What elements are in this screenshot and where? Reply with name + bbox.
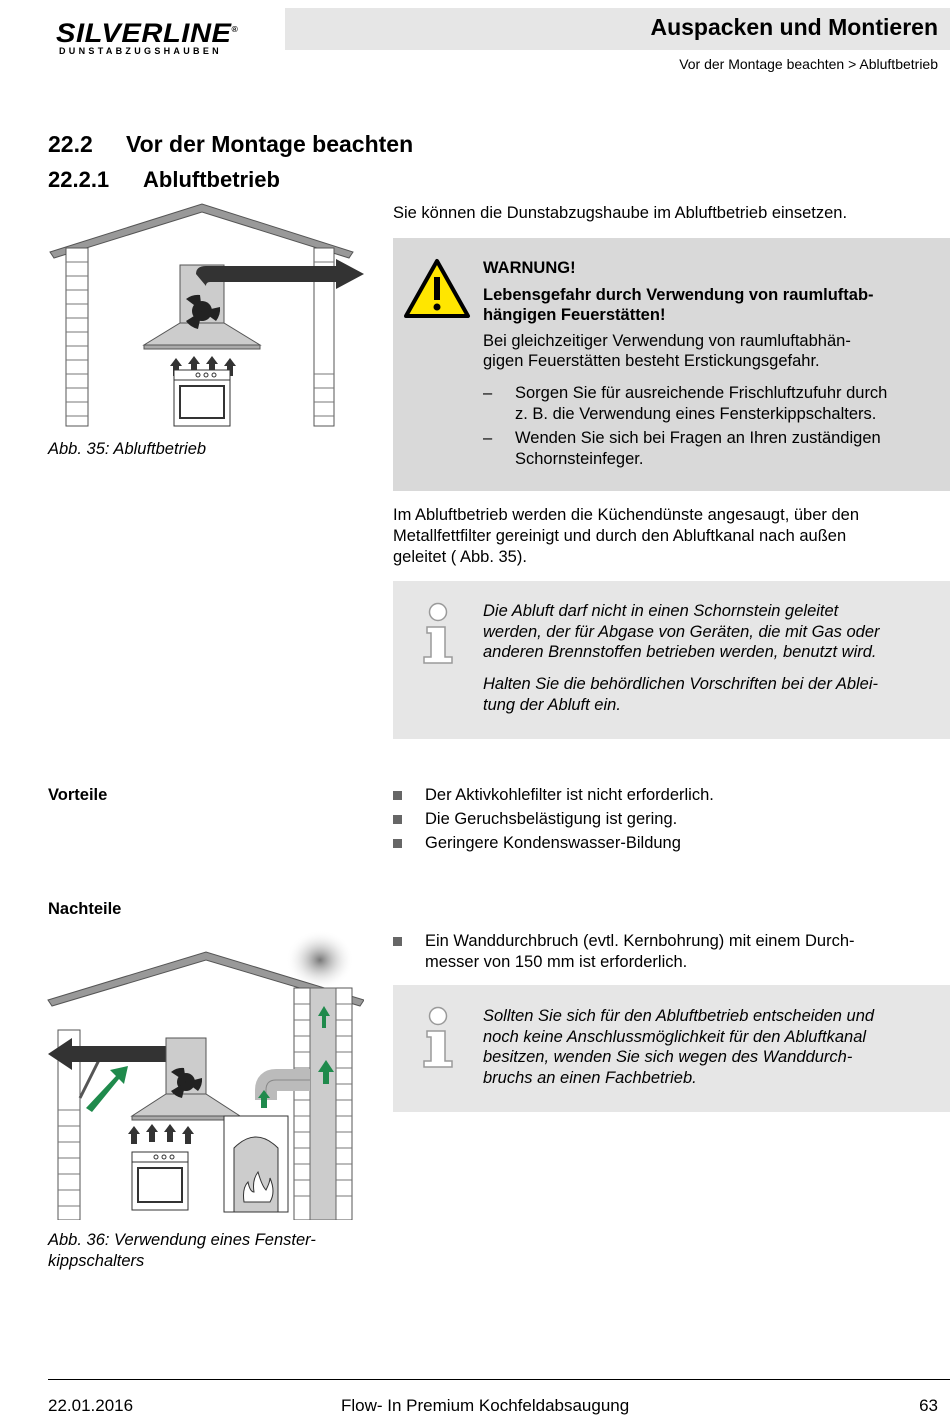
square-bullet — [393, 815, 402, 824]
stove — [174, 370, 230, 426]
note-line: Halten Sie die behördlichen Vorschriften bei der Ablei- — [483, 675, 879, 693]
list-item-text: Die Geruchsbelästigung ist gering. — [425, 810, 678, 828]
warning-item-line-1: Sorgen Sie für ausreichende Frischluftzufuhr durch — [515, 384, 888, 402]
note-paragraph-2 — [483, 674, 943, 715]
note-line: werden, der für Abgase von Geräten, die mit Gas oder — [483, 622, 880, 641]
warning-item-line-1: Wenden Sie sich bei Fragen an Ihren zuständigen — [515, 429, 881, 447]
paragraph-line-3: geleitet ( Abb. 35). — [393, 548, 527, 566]
steam-arrows — [128, 1124, 194, 1144]
info-note-box-2 — [393, 985, 950, 1112]
chapter-title: Auspacken und Montieren — [650, 14, 938, 40]
warning-triangle-icon — [403, 258, 471, 320]
warning-item-text — [515, 383, 945, 424]
left-brick-wall — [66, 248, 88, 426]
exhaust-arrow-left — [48, 1038, 186, 1070]
list-item-text — [425, 931, 945, 973]
note-line: tung der Abluft ein. — [483, 695, 621, 714]
square-bullet — [393, 791, 402, 800]
warning-heading-line-1: Lebensgefahr durch Verwendung von raumluftab- — [483, 286, 874, 304]
breadcrumb: Vor der Montage beachten > Abluftbetrieb — [679, 56, 938, 72]
paragraph-line-1: Im Abluftbetrieb werden die Küchendünste angesaugt, über den — [393, 506, 859, 524]
list-item-line-2: messer von 150 mm ist erforderlich. — [425, 953, 688, 971]
warning-list — [483, 383, 948, 473]
subsection-heading — [48, 167, 280, 193]
caption-line: Abb. 36: Verwendung eines Fenster- — [48, 1231, 316, 1249]
description-paragraph — [393, 505, 950, 568]
square-bullet — [393, 839, 402, 848]
warning-box — [393, 238, 950, 491]
section-heading — [48, 131, 413, 158]
page-number: 63 — [919, 1396, 938, 1415]
subsection-title: Abluftbetrieb — [143, 167, 280, 192]
note-2-text — [483, 1006, 943, 1088]
disadvantages-label: Nachteile — [48, 900, 122, 918]
stove — [132, 1152, 188, 1210]
caption-line: kippschalters — [48, 1252, 145, 1270]
paragraph-line-2: Metallfettfilter gereinigt und durch den Abluftkanal nach außen — [393, 527, 847, 545]
logo-subtitle: DUNSTABZUGSHAUBEN — [59, 46, 222, 56]
note-line: noch keine Anschlussmöglichkeit für den Abluftkanal — [483, 1027, 867, 1046]
dash-bullet: – — [483, 429, 493, 447]
warning-text-line-2: gigen Feuerstätten besteht Erstickungsgefahr. — [483, 352, 820, 370]
section-title: Vor der Montage beachten — [126, 131, 414, 157]
warning-heading-line-2: hängigen Feuerstätten! — [483, 306, 666, 324]
warning-item-line-2: z. B. die Verwendung eines Fensterkippschalters. — [515, 404, 877, 423]
note-line: Die Abluft darf nicht in einen Schornstein geleitet — [483, 602, 839, 620]
warning-label: WARNUNG! — [483, 259, 576, 277]
figure-36-caption — [48, 1230, 316, 1272]
note-line: bruchs an einen Fachbetrieb. — [483, 1068, 697, 1087]
note-line: besitzen, wenden Sie sich wegen des Wanddurch- — [483, 1048, 853, 1066]
logo-registered-mark: ® — [231, 25, 239, 34]
footer-divider — [48, 1379, 950, 1380]
disadvantages-list — [393, 931, 950, 976]
list-item-text: Der Aktivkohlefilter ist nicht erforderlich. — [425, 786, 714, 804]
figure-35-caption: Abb. 35: Abluftbetrieb — [48, 440, 207, 458]
info-icon — [421, 601, 457, 665]
subsection-number: 22.2.1 — [48, 167, 110, 192]
list-item-text: Geringere Kondenswasser-Bildung — [425, 834, 681, 852]
note-paragraph-1 — [483, 601, 943, 663]
note-line: Sollten Sie sich für den Abluftbetrieb entscheiden und — [483, 1007, 875, 1025]
warning-item-line-2: Schornsteinfeger. — [515, 449, 644, 468]
section-number: 22.2 — [48, 131, 93, 157]
intro-text: Sie können die Dunstabzugshaube im Abluftbetrieb einsetzen. — [393, 204, 848, 222]
advantages-label: Vorteile — [48, 786, 108, 804]
info-icon — [421, 1005, 457, 1069]
warning-text-line-1: Bei gleichzeitiger Verwendung von raumluftabhän- — [483, 332, 851, 350]
figure-35-extraction-illustration — [48, 200, 368, 435]
note-line: anderen Brennstoffen betrieben werden, benutzt wird. — [483, 643, 877, 661]
dash-bullet: – — [483, 384, 493, 402]
figure-36-window-switch-illustration — [44, 930, 364, 1220]
advantages-list — [393, 785, 950, 860]
square-bullet — [393, 937, 402, 946]
info-note-box — [393, 581, 950, 739]
brand-logo — [56, 18, 238, 49]
list-item-line-1: Ein Wanddurchbruch (evtl. Kernbohrung) mit einem Durch- — [425, 932, 855, 950]
logo-text: SILVERLINE — [56, 18, 232, 48]
warning-item-text — [515, 428, 945, 469]
footer-product: Flow- In Premium Kochfeldabsaugung — [341, 1396, 630, 1415]
footer-date: 22.01.2016 — [48, 1396, 134, 1415]
